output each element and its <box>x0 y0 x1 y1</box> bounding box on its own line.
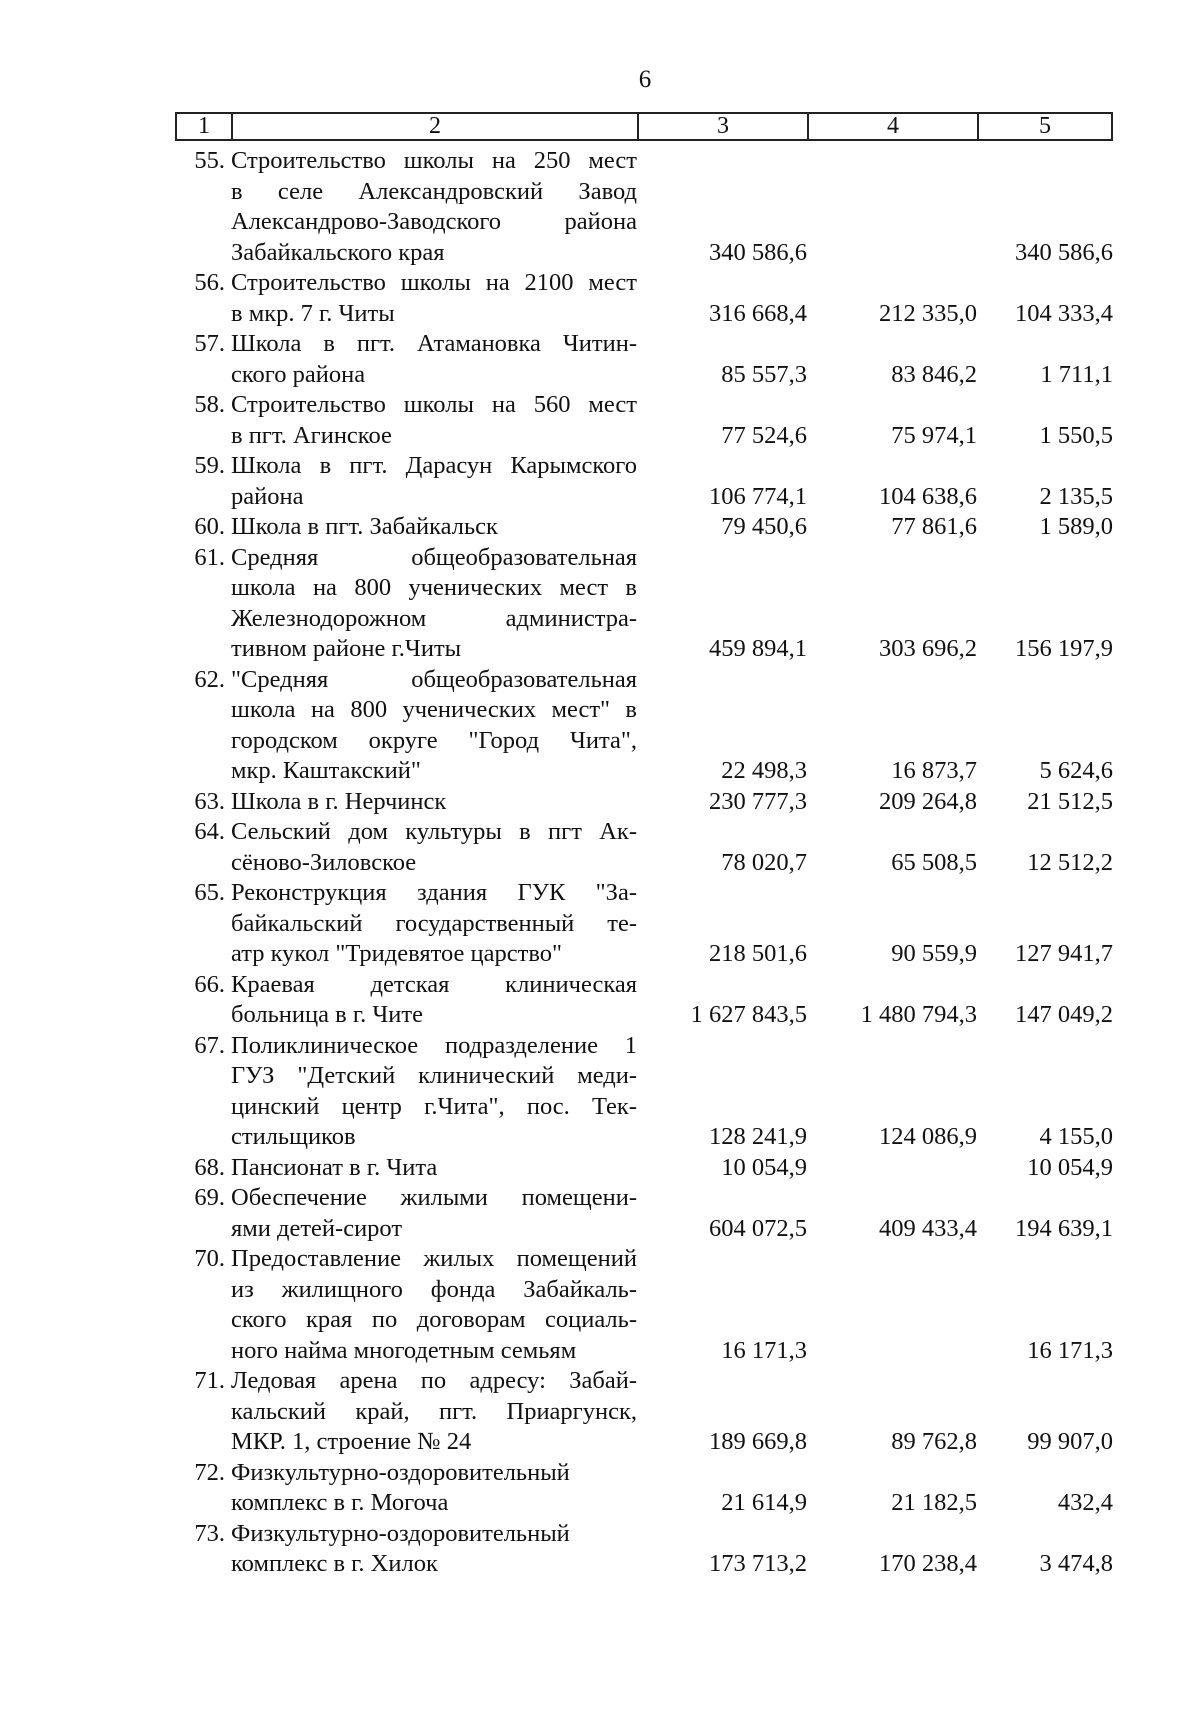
description-line: больница в г. Чите <box>231 1001 423 1028</box>
value-col-5: 2 135,5 <box>1039 482 1113 510</box>
row-number: 59. <box>194 452 225 479</box>
header-col-3: 3 <box>639 114 809 139</box>
value-col-4: 170 238,4 <box>879 1550 977 1577</box>
value-col-4: 16 873,7 <box>891 757 977 784</box>
description-line: Забайкальского края <box>231 238 445 266</box>
description-line: района <box>231 482 304 510</box>
description-line: цинский центр г.Чита", пос. Тек- <box>231 1092 637 1120</box>
description-line: ского района <box>231 360 366 388</box>
row-description <box>231 878 637 970</box>
row-number: 71. <box>194 1367 225 1394</box>
description-line: Обеспечение жилыми помещени- <box>231 1184 637 1211</box>
row-number: 70. <box>194 1245 225 1272</box>
value-col-5: 194 639,1 <box>1015 1214 1113 1242</box>
table-row <box>175 512 1115 543</box>
description-line: ями детей-сирот <box>231 1214 403 1242</box>
description-line: Ледовая арена по адресу: Забай- <box>231 1367 637 1394</box>
value-col-3: 22 498,3 <box>721 757 807 784</box>
description-line: Школа в пгт. Атамановка Читин- <box>231 330 637 357</box>
row-description <box>231 1031 637 1153</box>
row-number: 65. <box>194 879 225 906</box>
value-col-3: 16 171,3 <box>721 1336 807 1364</box>
description-line: Железнодорожном администра- <box>231 604 637 632</box>
table-row <box>175 451 1115 512</box>
description-line: Сельский дом культуры в пгт Ак- <box>231 818 637 845</box>
value-col-3: 230 777,3 <box>709 787 807 815</box>
header-col-4: 4 <box>809 114 979 139</box>
header-col-5: 5 <box>1039 113 1051 139</box>
description-line: Пансионат в г. Чита <box>231 1153 438 1181</box>
row-number: 64. <box>194 818 225 845</box>
value-col-3: 79 450,6 <box>721 513 807 540</box>
description-line: Реконструкция здания ГУК "За- <box>231 879 637 906</box>
value-col-3: 316 668,4 <box>709 299 807 327</box>
value-col-4 <box>807 238 977 269</box>
table-row <box>175 1458 1115 1519</box>
description-line: ГУЗ "Детский клинический меди- <box>231 1062 637 1089</box>
description-line: байкальский государственный те- <box>231 909 637 937</box>
description-line: городском округе "Город Чита", <box>231 726 637 754</box>
table-row <box>175 1519 1115 1580</box>
row-description <box>231 1458 637 1519</box>
value-col-5: 127 941,7 <box>1015 940 1113 967</box>
row-description <box>231 512 637 543</box>
row-description <box>231 146 637 268</box>
value-col-4: 212 335,0 <box>879 299 977 327</box>
value-col-5: 3 474,8 <box>1039 1550 1113 1577</box>
value-col-3: 189 669,8 <box>709 1428 807 1455</box>
table-row <box>175 1244 1115 1366</box>
row-number: 63. <box>194 787 225 815</box>
row-number: 62. <box>194 665 225 693</box>
row-number: 60. <box>194 513 225 540</box>
row-number: 56. <box>194 269 225 296</box>
row-description <box>231 665 637 787</box>
value-col-3: 173 713,2 <box>709 1550 807 1577</box>
description-line: сёново-Зиловское <box>231 848 417 876</box>
description-line: школа на 800 ученических мест" в <box>231 696 637 723</box>
description-line: "Средняя общеобразовательная <box>231 665 637 693</box>
row-description <box>231 970 637 1031</box>
description-line: ского края по договорам социаль- <box>231 1306 637 1333</box>
description-line: мкр. Каштакский" <box>231 757 421 784</box>
description-line: Строительство школы на 560 мест <box>231 391 637 418</box>
table-header <box>175 112 1113 141</box>
value-col-5: 1 711,1 <box>1040 360 1113 388</box>
value-col-3: 78 020,7 <box>721 848 807 876</box>
description-line: школа на 800 ученических мест в <box>231 574 637 601</box>
row-number: 57. <box>194 330 225 357</box>
value-col-3: 218 501,6 <box>709 940 807 967</box>
value-col-5: 99 907,0 <box>1027 1428 1113 1455</box>
value-col-3: 106 774,1 <box>709 482 807 510</box>
value-col-3: 77 524,6 <box>721 421 807 449</box>
value-col-4: 65 508,5 <box>891 848 977 876</box>
table-row <box>175 1183 1115 1244</box>
header-col-2: 2 <box>233 114 639 139</box>
row-description <box>231 390 637 451</box>
table-row <box>175 390 1115 451</box>
value-col-5: 340 586,6 <box>1015 238 1113 266</box>
value-col-3: 1 627 843,5 <box>690 1001 807 1028</box>
value-col-4: 303 696,2 <box>879 635 977 662</box>
description-line: Предоставление жилых помещений <box>231 1245 637 1272</box>
description-line: комплекс в г. Хилок <box>231 1550 438 1577</box>
value-col-5: 1 550,5 <box>1039 421 1113 449</box>
value-col-5: 147 049,2 <box>1015 1001 1113 1028</box>
value-col-4: 21 182,5 <box>891 1489 977 1516</box>
value-col-4: 124 086,9 <box>879 1123 977 1150</box>
value-col-4: 104 638,6 <box>879 482 977 510</box>
page-number: 6 <box>638 66 652 93</box>
value-col-4: 77 861,6 <box>891 513 977 540</box>
value-col-3: 340 586,6 <box>709 238 807 266</box>
value-col-4: 83 846,2 <box>891 360 977 388</box>
table-body <box>175 146 1115 1580</box>
value-col-3: 459 894,1 <box>709 635 807 662</box>
description-line: в пгт. Агинское <box>231 421 392 449</box>
description-line: ного найма многодетным семьям <box>231 1336 577 1364</box>
description-line: из жилищного фонда Забайкаль- <box>231 1275 637 1303</box>
description-line: Физкультурно-оздоровительный <box>231 1458 570 1486</box>
table-row <box>175 329 1115 390</box>
value-col-5: 432,4 <box>1057 1489 1113 1516</box>
row-number: 55. <box>194 147 225 174</box>
table-row <box>175 970 1115 1031</box>
row-description <box>231 1183 637 1244</box>
description-line: Поликлиническое подразделение 1 <box>231 1031 637 1059</box>
table-row <box>175 787 1115 818</box>
table-row <box>175 543 1115 665</box>
row-description <box>231 451 637 512</box>
description-line: МКР. 1, строение № 24 <box>231 1428 472 1455</box>
table-row <box>175 1153 1115 1184</box>
description-line: Краевая детская клиническая <box>231 970 637 998</box>
value-col-5: 12 512,2 <box>1027 848 1113 876</box>
description-line: Физкультурно-оздоровительный <box>231 1519 570 1547</box>
description-line: Школа в г. Нерчинск <box>231 787 447 815</box>
value-col-5: 5 624,6 <box>1039 757 1113 784</box>
value-col-3: 128 241,9 <box>709 1123 807 1150</box>
description-line: в селе Александровский Завод <box>231 177 637 205</box>
description-line: Александрово-Заводского района <box>231 208 637 235</box>
description-line: атр кукол "Тридевятое царство" <box>231 940 563 967</box>
table-row <box>175 1366 1115 1458</box>
header-col-1: 1 <box>177 114 233 139</box>
value-col-4 <box>807 1153 977 1184</box>
value-col-3: 21 614,9 <box>721 1489 807 1516</box>
value-col-4: 1 480 794,3 <box>860 1001 977 1028</box>
value-col-4: 409 433,4 <box>879 1214 977 1242</box>
row-description <box>231 543 637 665</box>
row-description <box>231 1519 637 1580</box>
row-number: 73. <box>194 1519 225 1547</box>
value-col-3: 10 054,9 <box>721 1153 807 1181</box>
row-description <box>231 787 637 818</box>
description-line: кальский край, пгт. Приаргунск, <box>231 1397 637 1425</box>
value-col-5: 4 155,0 <box>1039 1123 1113 1150</box>
value-col-3: 604 072,5 <box>709 1214 807 1242</box>
description-line: Школа в пгт. Дарасун Карымского <box>231 452 637 479</box>
table-row <box>175 146 1115 268</box>
description-line: Школа в пгт. Забайкальск <box>231 513 498 540</box>
value-col-5: 21 512,5 <box>1027 787 1113 815</box>
row-number: 66. <box>194 970 225 998</box>
value-col-4 <box>807 1336 977 1367</box>
value-col-5: 156 197,9 <box>1015 635 1113 662</box>
row-description <box>231 1244 637 1366</box>
value-col-4: 89 762,8 <box>891 1428 977 1455</box>
description-line: комплекс в г. Могоча <box>231 1489 449 1516</box>
description-line: стильщиков <box>231 1123 356 1150</box>
value-col-5: 104 333,4 <box>1015 299 1113 327</box>
value-col-3: 85 557,3 <box>721 360 807 388</box>
value-col-5: 10 054,9 <box>1027 1153 1113 1181</box>
row-description <box>231 817 637 878</box>
row-number: 61. <box>194 543 225 571</box>
row-number: 58. <box>194 391 225 418</box>
table-row <box>175 1031 1115 1153</box>
description-line: тивном районе г.Читы <box>231 635 462 662</box>
value-col-4: 75 974,1 <box>891 421 977 449</box>
value-col-4: 209 264,8 <box>879 787 977 815</box>
description-line: Строительство школы на 2100 мест <box>231 269 637 296</box>
table-row <box>175 817 1115 878</box>
row-description <box>231 1366 637 1458</box>
row-description <box>231 329 637 390</box>
value-col-4: 90 559,9 <box>891 940 977 967</box>
row-number: 67. <box>194 1031 225 1059</box>
table-row <box>175 665 1115 787</box>
value-col-5: 16 171,3 <box>1027 1336 1113 1364</box>
table-row <box>175 878 1115 970</box>
row-description <box>231 268 637 329</box>
description-line: в мкр. 7 г. Читы <box>231 299 395 327</box>
row-number: 69. <box>194 1184 225 1211</box>
row-number: 68. <box>194 1153 225 1181</box>
value-col-5: 1 589,0 <box>1039 513 1113 540</box>
description-line: Строительство школы на 250 мест <box>231 147 637 174</box>
table-row <box>175 268 1115 329</box>
row-number: 72. <box>194 1458 225 1486</box>
description-line: Средняя общеобразовательная <box>231 543 637 571</box>
row-description <box>231 1153 637 1184</box>
